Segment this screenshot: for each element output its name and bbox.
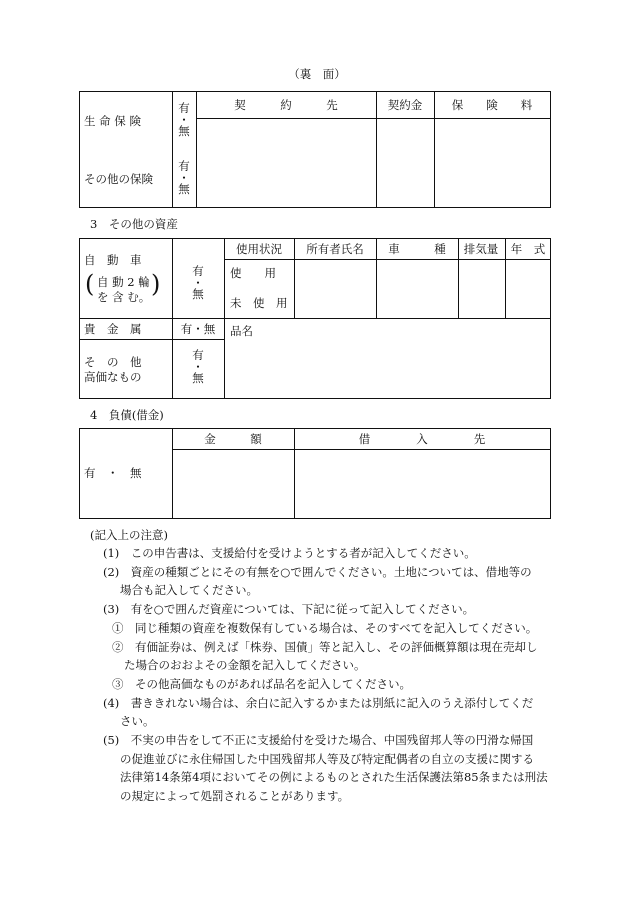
note-line: (2) 資産の種類ごとにその有無を○で囲んでください。土地については、借地等の xyxy=(103,565,532,579)
open-bracket: ( xyxy=(85,270,95,298)
close-bracket: ) xyxy=(151,270,161,298)
col-contract-header: 契 約 先 xyxy=(234,98,338,112)
note-line: (1) この申告書は、支援給付を受けようとする者が記入してください。 xyxy=(103,546,476,560)
other-insurance-label: その他の保険 xyxy=(84,172,153,186)
car-note-line1: 自 動 2 輪 xyxy=(97,275,150,289)
col-amount-header: 契約金 xyxy=(387,98,423,112)
life-insurance-label: 生 命 保 険 xyxy=(84,114,141,128)
col-premium-header: 保 険 料 xyxy=(451,98,533,112)
other-valuables-line2: 高価なもの xyxy=(84,370,142,384)
car-yesno[interactable]: 有 ・ 無 xyxy=(192,264,204,301)
col-owner-header: 所有者氏名 xyxy=(306,242,364,256)
other-insurance-yesno[interactable]: 有 ・ 無 xyxy=(178,159,190,196)
section4-heading: 4 負債(借金) xyxy=(90,408,164,422)
note-line: (4) 書ききれない場合は、余白に記入するかまたは別紙に記入のうえ添付してくだ xyxy=(103,696,534,710)
debt-yesno[interactable]: 有 ・ 無 xyxy=(84,466,142,480)
note-line: ③ その他高価なものがあれば品名を記入してください。 xyxy=(112,677,411,691)
usage-used[interactable]: 使 用 xyxy=(230,266,276,280)
note-line: (5) 不実の申告をして不正に支援給付を受けた場合、中国残留邦人等の円滑な帰国 xyxy=(103,733,534,747)
note-line: (3) 有を○で囲んだ資産については、下記に従って記入してください。 xyxy=(103,602,475,616)
col-type-header: 車 種 xyxy=(388,242,446,256)
note-line: ② 有価証券は、例えば「株券、国債」等と記入し、その評価概算額は現在売却し xyxy=(112,640,538,654)
car-note-line2: を 含 む。 xyxy=(97,290,151,304)
debt-col-amount: 金 額 xyxy=(204,432,262,446)
col-displacement-header: 排気量 xyxy=(463,242,499,256)
other-valuables-yesno[interactable]: 有 ・ 無 xyxy=(192,348,204,385)
section3-heading: 3 その他の資産 xyxy=(90,217,178,231)
precious-metal-yesno[interactable]: 有・無 xyxy=(180,322,216,336)
col-year-header: 年 式 xyxy=(510,242,546,256)
precious-metal-label: 貴 金 属 xyxy=(84,322,142,336)
note-line: さい。 xyxy=(120,714,155,728)
usage-unused[interactable]: 未 使 用 xyxy=(230,296,288,310)
life-insurance-yesno[interactable]: 有 ・ 無 xyxy=(178,101,190,138)
page-heading: （裏 面） xyxy=(288,67,346,81)
note-line: ① 同じ種類の資産を複数保有している場合は、そのすべてを記入してください。 xyxy=(112,621,538,635)
note-line: 場合も記入してください。 xyxy=(120,583,258,597)
car-label: 自 動 車 xyxy=(84,253,142,267)
note-line: の規定によって処罰されることがあります。 xyxy=(120,789,350,803)
item-name-label: 品名 xyxy=(230,324,253,338)
other-valuables-line1: そ の 他 xyxy=(84,355,142,369)
debt-col-lender: 借 入 先 xyxy=(358,432,486,446)
notes-heading: (記入上の注意) xyxy=(90,528,168,542)
col-usage-header: 使用状況 xyxy=(236,242,282,256)
note-line: の促進並びに永住帰国した中国残留邦人等及び特定配偶者の自立の支援に関する xyxy=(120,752,534,766)
note-line: た場合のおおよその金額を記入してください。 xyxy=(124,658,366,672)
note-line: 法律第14条第4項においてその例によるものとされた生活保護法第85条または刑法 xyxy=(120,770,548,784)
